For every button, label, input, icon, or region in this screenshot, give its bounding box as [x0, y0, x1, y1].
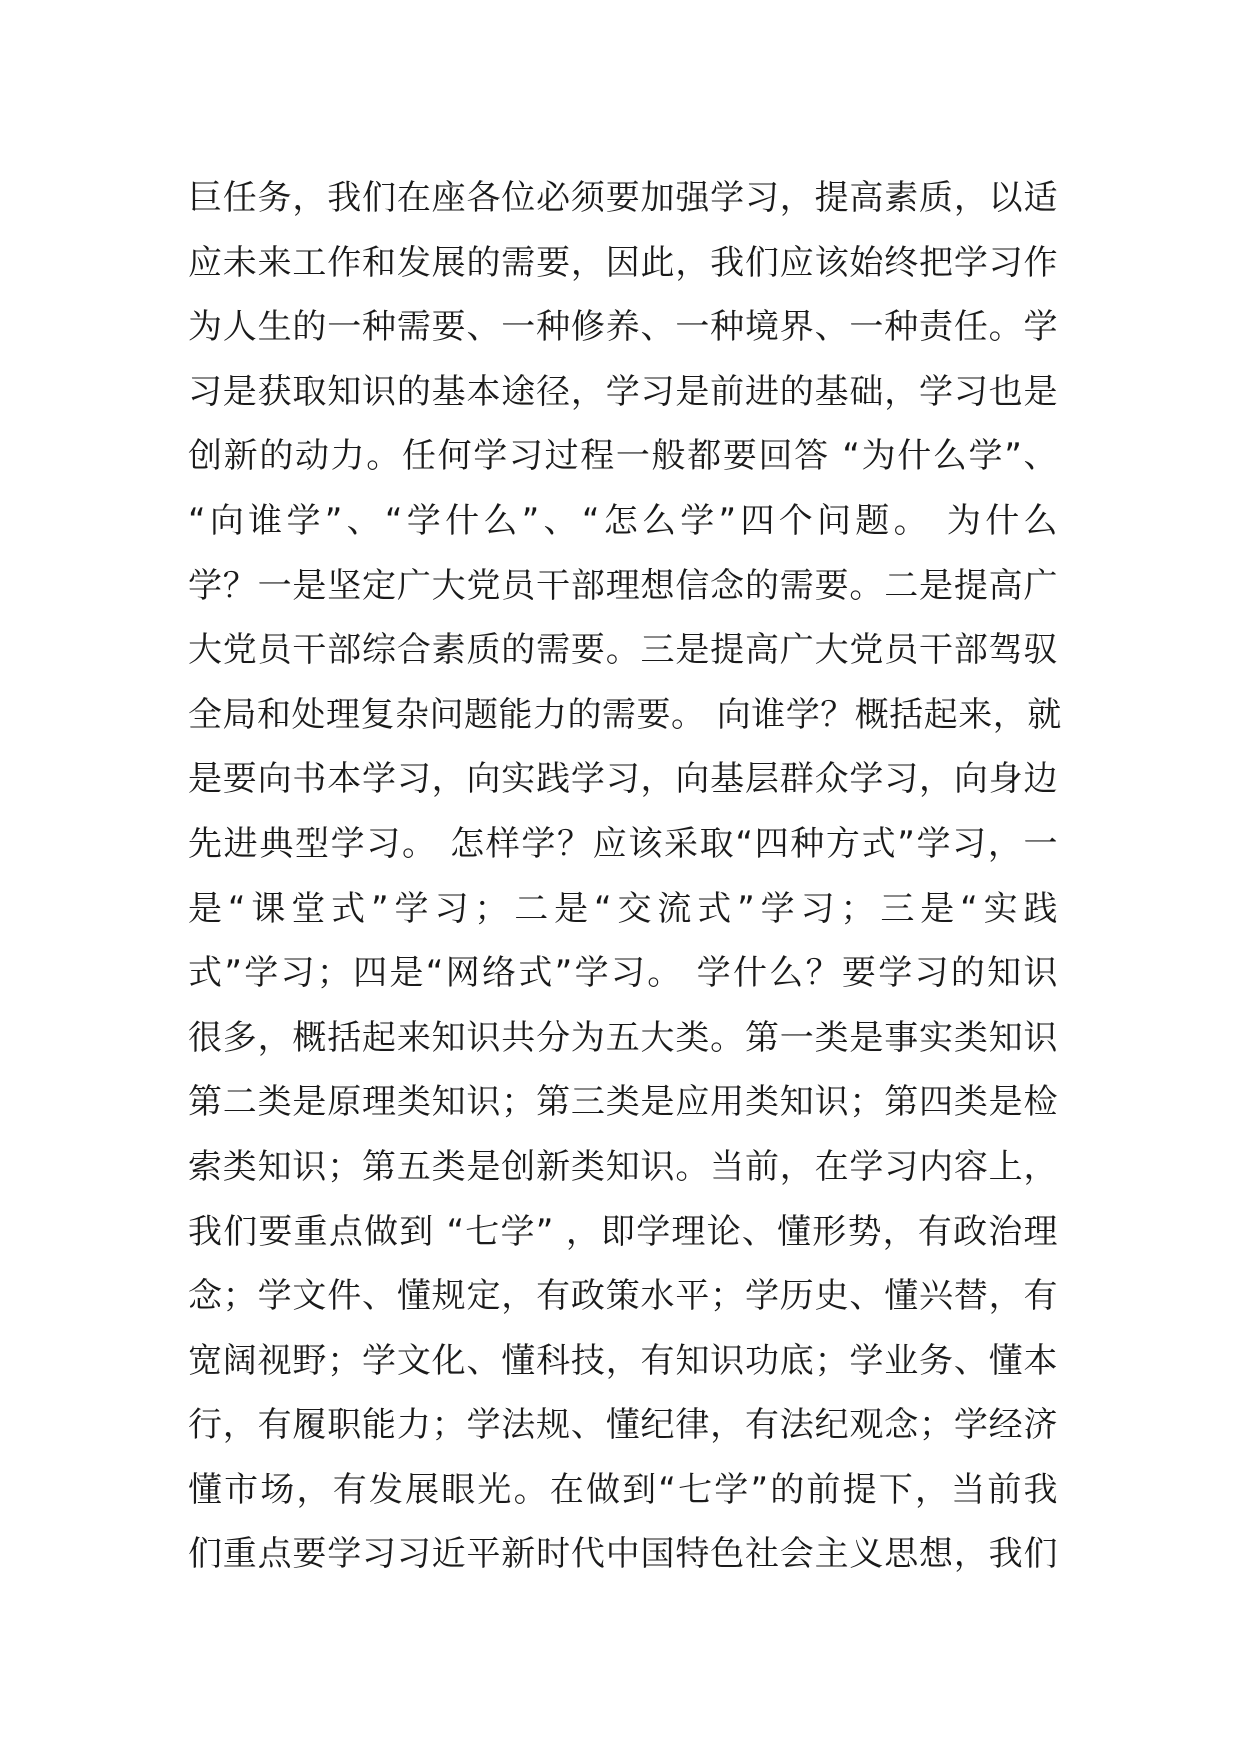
text-line: 创新的动力。任何学习过程一般都要回答 “为什么学”、 — [188, 436, 1058, 477]
text-line: 为人生的一种需要、一种修养、一种境界、一种责任。学 — [188, 307, 1058, 348]
text-line: 很多，概括起来知识共分为五大类。第一类是事实类知识 — [188, 1017, 1058, 1058]
text-line: 学？一是坚定广大党员干部理想信念的需要。二是提高广 — [188, 565, 1058, 606]
text-line: 是要向书本学习，向实践学习，向基层群众学习，向身边 — [188, 759, 1058, 800]
text-line: 们重点要学习习近平新时代中国特色社会主义思想，我们 — [188, 1534, 1058, 1575]
text-line: 是“课堂式”学习；二是“交流式”学习；三是“实践 — [188, 888, 1058, 929]
text-line: 巨任务，我们在座各位必须要加强学习，提高素质，以适 — [188, 178, 1058, 218]
text-line: 宽阔视野；学文化、懂科技，有知识功底；学业务、懂本 — [188, 1340, 1058, 1381]
text-line: 全局和处理复杂问题能力的需要。 向谁学？概括起来，就 — [188, 694, 1062, 735]
text-line: 行，有履职能力；学法规、懂纪律，有法纪观念；学经济 — [188, 1405, 1058, 1446]
text-line: 先进典型学习。 怎样学？应该采取“四种方式”学习，一 — [188, 823, 1058, 864]
text-line: 第二类是原理类知识；第三类是应用类知识；第四类是检 — [188, 1082, 1058, 1123]
text-line: 我们要重点做到 “七学” ，即学理论、懂形势，有政治理 — [188, 1211, 1058, 1252]
text-line: 念；学文件、懂规定，有政策水平；学历史、懂兴替，有 — [188, 1276, 1058, 1317]
text-line: 应未来工作和发展的需要，因此，我们应该始终把学习作 — [188, 242, 1058, 283]
text-line: 索类知识；第五类是创新类知识。当前，在学习内容上， — [188, 1146, 1058, 1187]
text-line: “向谁学”、“学什么”、“怎么学”四个问题。 为什么 — [188, 500, 1058, 541]
text-line: 式”学习；四是“网络式”学习。 学什么？要学习的知识 — [188, 953, 1058, 994]
text-line: 习是获取知识的基本途径，学习是前进的基础，学习也是 — [188, 371, 1058, 412]
text-line: 懂市场，有发展眼光。在做到“七学”的前提下，当前我 — [188, 1469, 1058, 1510]
body-paragraph — [188, 166, 1062, 1587]
text-line: 大党员干部综合素质的需要。三是提高广大党员干部驾驭 — [188, 630, 1058, 671]
